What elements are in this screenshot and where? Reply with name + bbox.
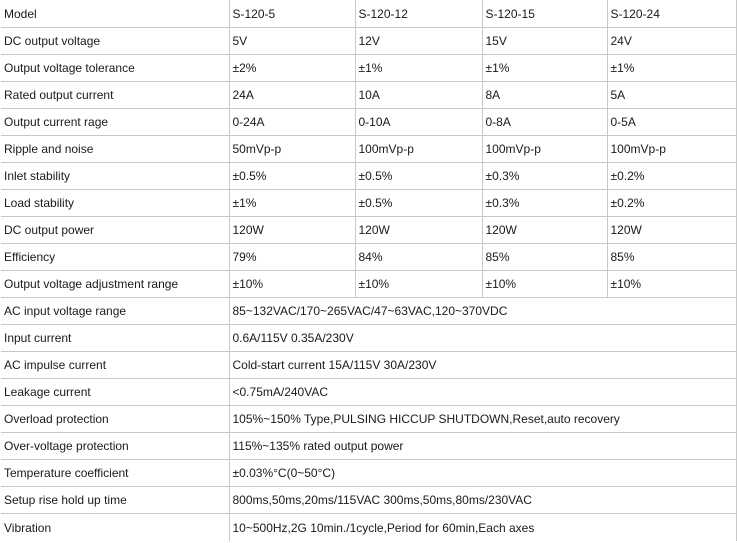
spec-value-shared: <0.75mA/240VAC <box>229 379 736 406</box>
spec-label: Setup rise hold up time <box>1 487 229 514</box>
spec-value: 120W <box>607 217 736 244</box>
spec-value: 15V <box>482 28 607 55</box>
spec-value: ±2% <box>229 55 355 82</box>
spec-row-shared <box>1 325 736 352</box>
spec-row-shared <box>1 433 736 460</box>
spec-value: 0-24A <box>229 109 355 136</box>
spec-value: 5A <box>607 82 736 109</box>
header-cell-model: S-120-12 <box>355 0 482 28</box>
spec-label: DC output voltage <box>1 28 229 55</box>
spec-value-shared: 800ms,50ms,20ms/115VAC 300ms,50ms,80ms/230VAC <box>229 487 736 514</box>
spec-row-shared <box>1 460 736 487</box>
spec-label: Efficiency <box>1 244 229 271</box>
spec-row <box>1 55 736 82</box>
spec-row <box>1 109 736 136</box>
spec-value: 100mVp-p <box>607 136 736 163</box>
spec-value: ±0.2% <box>607 163 736 190</box>
spec-value: ±10% <box>355 271 482 298</box>
header-cell-model: S-120-5 <box>229 0 355 28</box>
spec-label: Load stability <box>1 190 229 217</box>
spec-row-shared <box>1 379 736 406</box>
spec-row-shared <box>1 406 736 433</box>
spec-row <box>1 163 736 190</box>
spec-value: ±0.2% <box>607 190 736 217</box>
spec-table-body <box>1 0 736 541</box>
spec-row <box>1 217 736 244</box>
spec-value: 24A <box>229 82 355 109</box>
spec-value: 24V <box>607 28 736 55</box>
spec-row-shared <box>1 298 736 325</box>
header-cell-model: S-120-15 <box>482 0 607 28</box>
spec-row-shared <box>1 487 736 514</box>
spec-value: ±1% <box>482 55 607 82</box>
spec-value: 100mVp-p <box>482 136 607 163</box>
spec-value: 0-8A <box>482 109 607 136</box>
spec-value: ±0.5% <box>355 163 482 190</box>
spec-value: 79% <box>229 244 355 271</box>
spec-value: 12V <box>355 28 482 55</box>
spec-value-shared: 0.6A/115V 0.35A/230V <box>229 325 736 352</box>
spec-value: ±0.3% <box>482 163 607 190</box>
spec-value-shared: 85~132VAC/170~265VAC/47~63VAC,120~370VDC <box>229 298 736 325</box>
header-row <box>1 0 736 28</box>
spec-value: ±0.5% <box>355 190 482 217</box>
spec-value-shared: 115%~135% rated output power <box>229 433 736 460</box>
spec-value: 8A <box>482 82 607 109</box>
spec-label: Output current rage <box>1 109 229 136</box>
header-cell-model: S-120-24 <box>607 0 736 28</box>
spec-label: Output voltage tolerance <box>1 55 229 82</box>
spec-table <box>1 0 737 541</box>
spec-row <box>1 136 736 163</box>
spec-value: 84% <box>355 244 482 271</box>
spec-label: Output voltage adjustment range <box>1 271 229 298</box>
spec-row <box>1 190 736 217</box>
spec-label: Overload protection <box>1 406 229 433</box>
spec-value: ±10% <box>229 271 355 298</box>
spec-label: Ripple and noise <box>1 136 229 163</box>
spec-label: Rated output current <box>1 82 229 109</box>
spec-row <box>1 271 736 298</box>
header-cell-label: Model <box>1 0 229 28</box>
spec-value: 85% <box>607 244 736 271</box>
spec-label: AC input voltage range <box>1 298 229 325</box>
spec-value: 5V <box>229 28 355 55</box>
spec-value: ±10% <box>607 271 736 298</box>
spec-row <box>1 244 736 271</box>
spec-value: 0-10A <box>355 109 482 136</box>
spec-label: AC impulse current <box>1 352 229 379</box>
spec-row <box>1 28 736 55</box>
spec-value: 10A <box>355 82 482 109</box>
spec-label: Vibration <box>1 514 229 542</box>
spec-value: 120W <box>482 217 607 244</box>
spec-label: Leakage current <box>1 379 229 406</box>
spec-value: 120W <box>229 217 355 244</box>
spec-label: Inlet stability <box>1 163 229 190</box>
spec-value: ±0.3% <box>482 190 607 217</box>
spec-label: Temperature coefficient <box>1 460 229 487</box>
spec-value-shared: 10~500Hz,2G 10min./1cycle,Period for 60min,Each axes <box>229 514 736 542</box>
spec-label: DC output power <box>1 217 229 244</box>
spec-value: 50mVp-p <box>229 136 355 163</box>
spec-row-shared <box>1 514 736 542</box>
spec-value: 0-5A <box>607 109 736 136</box>
spec-value-shared: 105%~150% Type,PULSING HICCUP SHUTDOWN,Reset,auto recovery <box>229 406 736 433</box>
spec-value: ±1% <box>229 190 355 217</box>
spec-label: Input current <box>1 325 229 352</box>
spec-value: 120W <box>355 217 482 244</box>
spec-value: ±10% <box>482 271 607 298</box>
spec-row <box>1 82 736 109</box>
spec-value-shared: ±0.03%°C(0~50°C) <box>229 460 736 487</box>
spec-label: Over-voltage protection <box>1 433 229 460</box>
spec-row-shared <box>1 352 736 379</box>
spec-value: 100mVp-p <box>355 136 482 163</box>
spec-value: ±1% <box>607 55 736 82</box>
spec-value: ±0.5% <box>229 163 355 190</box>
spec-value: 85% <box>482 244 607 271</box>
spec-value: ±1% <box>355 55 482 82</box>
spec-value-shared: Cold-start current 15A/115V 30A/230V <box>229 352 736 379</box>
